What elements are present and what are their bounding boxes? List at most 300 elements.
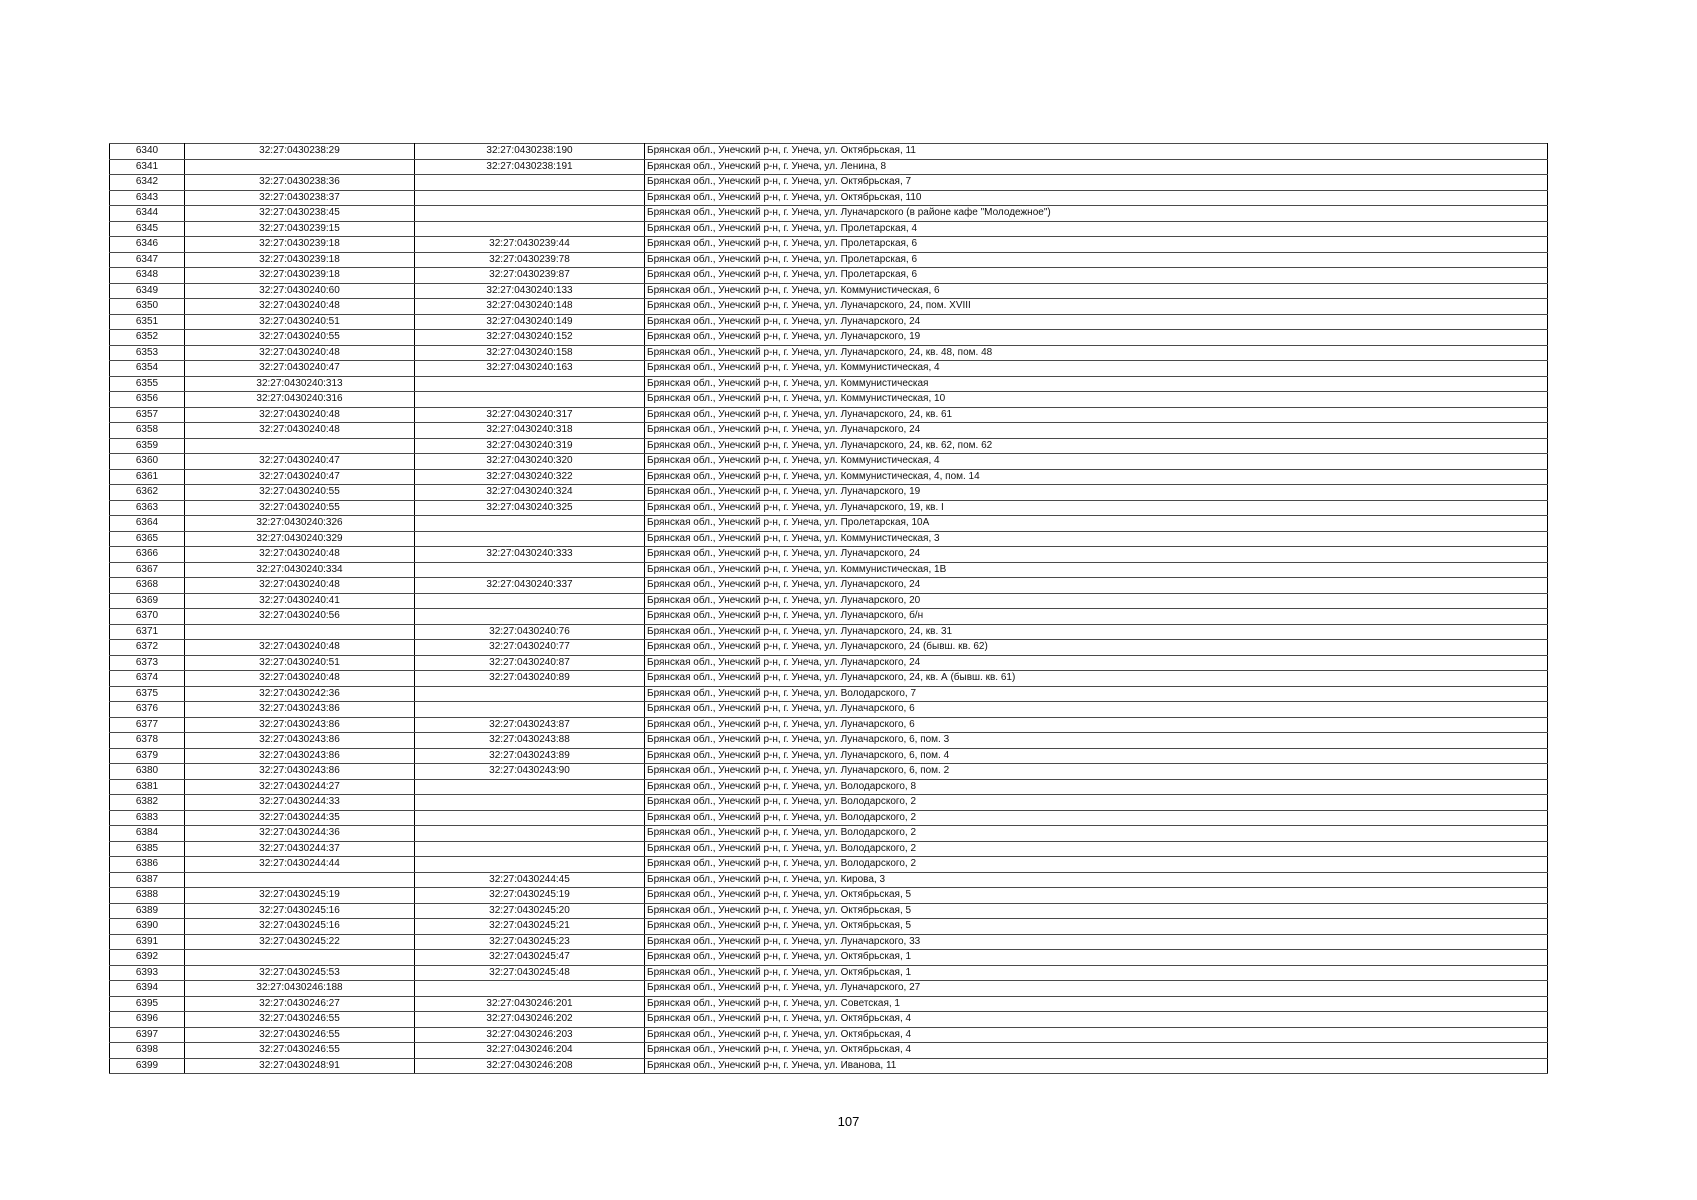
- address-cell: Брянская обл., Унечский р-н, г. Унеча, ул. Луначарского, 24: [645, 547, 1548, 563]
- address-cell: Брянская обл., Унечский р-н, г. Унеча, ул. Коммунистическая, 4: [645, 454, 1548, 470]
- object-cadastral-number-cell: 32:27:0430240:325: [415, 500, 645, 516]
- address-cell: Брянская обл., Унечский р-н, г. Унеча, ул. Луначарского, 20: [645, 593, 1548, 609]
- address-cell: Брянская обл., Унечский р-н, г. Унеча, ул. Октябрьская, 4: [645, 1043, 1548, 1059]
- table-row: [110, 826, 1548, 842]
- land-cadastral-number-cell: 32:27:0430239:15: [185, 221, 415, 237]
- address-cell: Брянская обл., Унечский р-н, г. Унеча, ул. Октябрьская, 4: [645, 1027, 1548, 1043]
- table-row: [110, 562, 1548, 578]
- object-cadastral-number-cell: 32:27:0430240:163: [415, 361, 645, 377]
- row-number-cell: 6371: [110, 624, 185, 640]
- land-cadastral-number-cell: 32:27:0430244:44: [185, 857, 415, 873]
- object-cadastral-number-cell: 32:27:0430240:317: [415, 407, 645, 423]
- table-row: [110, 888, 1548, 904]
- table-row: [110, 299, 1548, 315]
- row-number-cell: 6376: [110, 702, 185, 718]
- table-row: [110, 283, 1548, 299]
- land-cadastral-number-cell: 32:27:0430238:29: [185, 144, 415, 160]
- row-number-cell: 6366: [110, 547, 185, 563]
- land-cadastral-number-cell: 32:27:0430246:188: [185, 981, 415, 997]
- page-number: 107: [837, 1114, 860, 1129]
- object-cadastral-number-cell: [415, 175, 645, 191]
- object-cadastral-number-cell: [415, 221, 645, 237]
- land-cadastral-number-cell: 32:27:0430240:56: [185, 609, 415, 625]
- land-cadastral-number-cell: 32:27:0430240:48: [185, 578, 415, 594]
- row-number-cell: 6354: [110, 361, 185, 377]
- address-cell: Брянская обл., Унечский р-н, г. Унеча, ул. Луначарского, 24, кв. 62, пом. 62: [645, 438, 1548, 454]
- row-number-cell: 6384: [110, 826, 185, 842]
- table-row: [110, 144, 1548, 160]
- land-cadastral-number-cell: 32:27:0430244:33: [185, 795, 415, 811]
- table-row: [110, 500, 1548, 516]
- address-cell: Брянская обл., Унечский р-н, г. Унеча, ул. Луначарского, 33: [645, 934, 1548, 950]
- address-cell: Брянская обл., Унечский р-н, г. Унеча, ул. Октябрьская, 5: [645, 919, 1548, 935]
- address-cell: Брянская обл., Унечский р-н, г. Унеча, ул. Коммунистическая, 6: [645, 283, 1548, 299]
- row-number-cell: 6373: [110, 655, 185, 671]
- row-number-cell: 6353: [110, 345, 185, 361]
- table-row: [110, 717, 1548, 733]
- object-cadastral-number-cell: 32:27:0430243:87: [415, 717, 645, 733]
- row-number-cell: 6368: [110, 578, 185, 594]
- object-cadastral-number-cell: 32:27:0430245:20: [415, 903, 645, 919]
- object-cadastral-number-cell: [415, 562, 645, 578]
- address-cell: Брянская обл., Унечский р-н, г. Унеча, ул. Володарского, 2: [645, 810, 1548, 826]
- table-row: [110, 1012, 1548, 1028]
- table-row: [110, 237, 1548, 253]
- table-row: [110, 392, 1548, 408]
- land-cadastral-number-cell: 32:27:0430240:313: [185, 376, 415, 392]
- row-number-cell: 6388: [110, 888, 185, 904]
- table-row: [110, 810, 1548, 826]
- object-cadastral-number-cell: 32:27:0430240:76: [415, 624, 645, 640]
- row-number-cell: 6346: [110, 237, 185, 253]
- row-number-cell: 6381: [110, 779, 185, 795]
- row-number-cell: 6389: [110, 903, 185, 919]
- table-row: [110, 1027, 1548, 1043]
- land-cadastral-number-cell: 32:27:0430240:48: [185, 671, 415, 687]
- table-row: [110, 1058, 1548, 1074]
- table-row: [110, 593, 1548, 609]
- address-cell: Брянская обл., Унечский р-н, г. Унеча, ул. Луначарского, 24: [645, 314, 1548, 330]
- table-row: [110, 516, 1548, 532]
- row-number-cell: 6387: [110, 872, 185, 888]
- object-cadastral-number-cell: 32:27:0430240:133: [415, 283, 645, 299]
- land-cadastral-number-cell: 32:27:0430240:329: [185, 531, 415, 547]
- object-cadastral-number-cell: 32:27:0430240:148: [415, 299, 645, 315]
- address-cell: Брянская обл., Унечский р-н, г. Унеча, ул. Октябрьская, 7: [645, 175, 1548, 191]
- address-cell: Брянская обл., Унечский р-н, г. Унеча, ул. Луначарского, 24, пом. XVIII: [645, 299, 1548, 315]
- address-cell: Брянская обл., Унечский р-н, г. Унеча, ул. Кирова, 3: [645, 872, 1548, 888]
- land-cadastral-number-cell: 32:27:0430238:37: [185, 190, 415, 206]
- land-cadastral-number-cell: [185, 624, 415, 640]
- table-row: [110, 206, 1548, 222]
- row-number-cell: 6349: [110, 283, 185, 299]
- land-cadastral-number-cell: 32:27:0430240:55: [185, 500, 415, 516]
- object-cadastral-number-cell: 32:27:0430240:152: [415, 330, 645, 346]
- object-cadastral-number-cell: 32:27:0430245:21: [415, 919, 645, 935]
- address-cell: Брянская обл., Унечский р-н, г. Унеча, ул. Октябрьская, 1: [645, 965, 1548, 981]
- address-cell: Брянская обл., Унечский р-н, г. Унеча, ул. Луначарского, 19: [645, 330, 1548, 346]
- address-cell: Брянская обл., Унечский р-н, г. Унеча, ул. Коммунистическая, 4, пом. 14: [645, 469, 1548, 485]
- land-cadastral-number-cell: 32:27:0430246:55: [185, 1012, 415, 1028]
- land-cadastral-number-cell: 32:27:0430240:41: [185, 593, 415, 609]
- row-number-cell: 6369: [110, 593, 185, 609]
- row-number-cell: 6374: [110, 671, 185, 687]
- table-row: [110, 438, 1548, 454]
- object-cadastral-number-cell: 32:27:0430240:320: [415, 454, 645, 470]
- object-cadastral-number-cell: 32:27:0430238:191: [415, 159, 645, 175]
- row-number-cell: 6363: [110, 500, 185, 516]
- row-number-cell: 6393: [110, 965, 185, 981]
- row-number-cell: 6362: [110, 485, 185, 501]
- row-number-cell: 6367: [110, 562, 185, 578]
- object-cadastral-number-cell: 32:27:0430245:47: [415, 950, 645, 966]
- land-cadastral-number-cell: 32:27:0430240:55: [185, 330, 415, 346]
- land-cadastral-number-cell: 32:27:0430246:55: [185, 1027, 415, 1043]
- object-cadastral-number-cell: 32:27:0430240:318: [415, 423, 645, 439]
- object-cadastral-number-cell: 32:27:0430246:202: [415, 1012, 645, 1028]
- land-cadastral-number-cell: 32:27:0430248:91: [185, 1058, 415, 1074]
- address-cell: Брянская обл., Унечский р-н, г. Унеча, ул. Володарского, 8: [645, 779, 1548, 795]
- object-cadastral-number-cell: 32:27:0430243:88: [415, 733, 645, 749]
- address-cell: Брянская обл., Унечский р-н, г. Унеча, ул. Луначарского, 19, кв. I: [645, 500, 1548, 516]
- row-number-cell: 6380: [110, 764, 185, 780]
- land-cadastral-number-cell: [185, 159, 415, 175]
- object-cadastral-number-cell: 32:27:0430240:333: [415, 547, 645, 563]
- land-cadastral-number-cell: 32:27:0430240:48: [185, 345, 415, 361]
- table-row: [110, 733, 1548, 749]
- row-number-cell: 6375: [110, 686, 185, 702]
- address-cell: Брянская обл., Унечский р-н, г. Унеча, ул. Луначарского, 24, кв. 61: [645, 407, 1548, 423]
- row-number-cell: 6358: [110, 423, 185, 439]
- table-row: [110, 423, 1548, 439]
- object-cadastral-number-cell: [415, 826, 645, 842]
- land-cadastral-number-cell: 32:27:0430242:36: [185, 686, 415, 702]
- address-cell: Брянская обл., Унечский р-н, г. Унеча, ул. Луначарского, 24: [645, 423, 1548, 439]
- object-cadastral-number-cell: 32:27:0430240:337: [415, 578, 645, 594]
- land-cadastral-number-cell: 32:27:0430239:18: [185, 268, 415, 284]
- row-number-cell: 6383: [110, 810, 185, 826]
- object-cadastral-number-cell: 32:27:0430246:201: [415, 996, 645, 1012]
- table-row: [110, 454, 1548, 470]
- table-row: [110, 159, 1548, 175]
- object-cadastral-number-cell: [415, 981, 645, 997]
- row-number-cell: 6341: [110, 159, 185, 175]
- address-cell: Брянская обл., Унечский р-н, г. Унеча, ул. Володарского, 2: [645, 795, 1548, 811]
- address-cell: Брянская обл., Унечский р-н, г. Унеча, ул. Володарского, 2: [645, 857, 1548, 873]
- address-cell: Брянская обл., Унечский р-н, г. Унеча, ул. Луначарского, 24, кв. 48, пом. 48: [645, 345, 1548, 361]
- registry-table: [109, 143, 1548, 1074]
- object-cadastral-number-cell: [415, 857, 645, 873]
- address-cell: Брянская обл., Унечский р-н, г. Унеча, ул. Луначарского, 24, кв. 31: [645, 624, 1548, 640]
- object-cadastral-number-cell: 32:27:0430238:190: [415, 144, 645, 160]
- object-cadastral-number-cell: [415, 593, 645, 609]
- table-row: [110, 981, 1548, 997]
- object-cadastral-number-cell: 32:27:0430240:324: [415, 485, 645, 501]
- row-number-cell: 6365: [110, 531, 185, 547]
- land-cadastral-number-cell: 32:27:0430240:47: [185, 469, 415, 485]
- land-cadastral-number-cell: 32:27:0430245:16: [185, 903, 415, 919]
- address-cell: Брянская обл., Унечский р-н, г. Унеча, ул. Луначарского, 6: [645, 717, 1548, 733]
- row-number-cell: 6357: [110, 407, 185, 423]
- address-cell: Брянская обл., Унечский р-н, г. Унеча, ул. Иванова, 11: [645, 1058, 1548, 1074]
- land-cadastral-number-cell: 32:27:0430240:47: [185, 361, 415, 377]
- address-cell: Брянская обл., Унечский р-н, г. Унеча, ул. Луначарского, 19: [645, 485, 1548, 501]
- row-number-cell: 6355: [110, 376, 185, 392]
- object-cadastral-number-cell: 32:27:0430246:204: [415, 1043, 645, 1059]
- table-row: [110, 485, 1548, 501]
- land-cadastral-number-cell: 32:27:0430240:316: [185, 392, 415, 408]
- object-cadastral-number-cell: 32:27:0430240:158: [415, 345, 645, 361]
- table-row: [110, 221, 1548, 237]
- row-number-cell: 6399: [110, 1058, 185, 1074]
- address-cell: Брянская обл., Унечский р-н, г. Унеча, ул. Луначарского, 24, кв. А (бывш. кв. 61): [645, 671, 1548, 687]
- row-number-cell: 6364: [110, 516, 185, 532]
- row-number-cell: 6398: [110, 1043, 185, 1059]
- address-cell: Брянская обл., Унечский р-н, г. Унеча, ул. Луначарского, 24: [645, 655, 1548, 671]
- object-cadastral-number-cell: [415, 779, 645, 795]
- land-cadastral-number-cell: 32:27:0430238:45: [185, 206, 415, 222]
- address-cell: Брянская обл., Унечский р-н, г. Унеча, ул. Октябрьская, 110: [645, 190, 1548, 206]
- table-row: [110, 996, 1548, 1012]
- row-number-cell: 6343: [110, 190, 185, 206]
- object-cadastral-number-cell: 32:27:0430240:149: [415, 314, 645, 330]
- row-number-cell: 6361: [110, 469, 185, 485]
- land-cadastral-number-cell: 32:27:0430240:51: [185, 314, 415, 330]
- land-cadastral-number-cell: 32:27:0430240:51: [185, 655, 415, 671]
- address-cell: Брянская обл., Унечский р-н, г. Унеча, ул. Луначарского, 24: [645, 578, 1548, 594]
- table-row: [110, 779, 1548, 795]
- object-cadastral-number-cell: [415, 206, 645, 222]
- table-row: [110, 965, 1548, 981]
- row-number-cell: 6394: [110, 981, 185, 997]
- row-number-cell: 6340: [110, 144, 185, 160]
- land-cadastral-number-cell: 32:27:0430240:60: [185, 283, 415, 299]
- address-cell: Брянская обл., Унечский р-н, г. Унеча, ул. Володарского, 2: [645, 826, 1548, 842]
- row-number-cell: 6377: [110, 717, 185, 733]
- object-cadastral-number-cell: [415, 795, 645, 811]
- land-cadastral-number-cell: 32:27:0430240:48: [185, 547, 415, 563]
- table-row: [110, 376, 1548, 392]
- address-cell: Брянская обл., Унечский р-н, г. Унеча, ул. Володарского, 7: [645, 686, 1548, 702]
- row-number-cell: 6386: [110, 857, 185, 873]
- object-cadastral-number-cell: 32:27:0430245:19: [415, 888, 645, 904]
- row-number-cell: 6360: [110, 454, 185, 470]
- land-cadastral-number-cell: 32:27:0430240:48: [185, 299, 415, 315]
- table-row: [110, 547, 1548, 563]
- row-number-cell: 6390: [110, 919, 185, 935]
- row-number-cell: 6379: [110, 748, 185, 764]
- object-cadastral-number-cell: [415, 810, 645, 826]
- land-cadastral-number-cell: [185, 950, 415, 966]
- land-cadastral-number-cell: 32:27:0430244:27: [185, 779, 415, 795]
- table-row: [110, 190, 1548, 206]
- object-cadastral-number-cell: [415, 686, 645, 702]
- table-row: [110, 361, 1548, 377]
- address-cell: Брянская обл., Унечский р-н, г. Унеча, ул. Пролетарская, 4: [645, 221, 1548, 237]
- table-row: [110, 872, 1548, 888]
- land-cadastral-number-cell: 32:27:0430245:22: [185, 934, 415, 950]
- row-number-cell: 6344: [110, 206, 185, 222]
- table-row: [110, 314, 1548, 330]
- object-cadastral-number-cell: 32:27:0430240:89: [415, 671, 645, 687]
- land-cadastral-number-cell: 32:27:0430244:37: [185, 841, 415, 857]
- object-cadastral-number-cell: 32:27:0430246:203: [415, 1027, 645, 1043]
- object-cadastral-number-cell: [415, 516, 645, 532]
- object-cadastral-number-cell: 32:27:0430245:48: [415, 965, 645, 981]
- object-cadastral-number-cell: [415, 531, 645, 547]
- address-cell: Брянская обл., Унечский р-н, г. Унеча, ул. Ленина, 8: [645, 159, 1548, 175]
- land-cadastral-number-cell: 32:27:0430245:16: [185, 919, 415, 935]
- land-cadastral-number-cell: 32:27:0430240:48: [185, 640, 415, 656]
- land-cadastral-number-cell: 32:27:0430243:86: [185, 764, 415, 780]
- address-cell: Брянская обл., Унечский р-н, г. Унеча, ул. Луначарского (в районе кафе "Молодежное"): [645, 206, 1548, 222]
- table-row: [110, 748, 1548, 764]
- table-row: [110, 640, 1548, 656]
- object-cadastral-number-cell: 32:27:0430245:23: [415, 934, 645, 950]
- address-cell: Брянская обл., Унечский р-н, г. Унеча, ул. Пролетарская, 10А: [645, 516, 1548, 532]
- address-cell: Брянская обл., Унечский р-н, г. Унеча, ул. Пролетарская, 6: [645, 237, 1548, 253]
- row-number-cell: 6350: [110, 299, 185, 315]
- table-row: [110, 531, 1548, 547]
- row-number-cell: 6356: [110, 392, 185, 408]
- address-cell: Брянская обл., Унечский р-н, г. Унеча, ул. Октябрьская, 4: [645, 1012, 1548, 1028]
- land-cadastral-number-cell: 32:27:0430244:35: [185, 810, 415, 826]
- land-cadastral-number-cell: 32:27:0430245:19: [185, 888, 415, 904]
- land-cadastral-number-cell: 32:27:0430239:18: [185, 237, 415, 253]
- row-number-cell: 6342: [110, 175, 185, 191]
- object-cadastral-number-cell: [415, 702, 645, 718]
- land-cadastral-number-cell: 32:27:0430243:86: [185, 733, 415, 749]
- table-row: [110, 671, 1548, 687]
- row-number-cell: 6395: [110, 996, 185, 1012]
- table-row: [110, 841, 1548, 857]
- address-cell: Брянская обл., Унечский р-н, г. Унеча, ул. Коммунистическая, 1В: [645, 562, 1548, 578]
- object-cadastral-number-cell: 32:27:0430243:90: [415, 764, 645, 780]
- land-cadastral-number-cell: 32:27:0430243:86: [185, 702, 415, 718]
- address-cell: Брянская обл., Унечский р-н, г. Унеча, ул. Октябрьская, 1: [645, 950, 1548, 966]
- land-cadastral-number-cell: 32:27:0430246:55: [185, 1043, 415, 1059]
- table-row: [110, 578, 1548, 594]
- table-row: [110, 686, 1548, 702]
- table-row: [110, 655, 1548, 671]
- object-cadastral-number-cell: 32:27:0430243:89: [415, 748, 645, 764]
- table-row: [110, 609, 1548, 625]
- table-row: [110, 407, 1548, 423]
- address-cell: Брянская обл., Унечский р-н, г. Унеча, ул. Коммунистическая, 10: [645, 392, 1548, 408]
- table-row: [110, 175, 1548, 191]
- object-cadastral-number-cell: 32:27:0430239:78: [415, 252, 645, 268]
- object-cadastral-number-cell: [415, 376, 645, 392]
- registry-table-body: [110, 144, 1548, 1074]
- table-row: [110, 469, 1548, 485]
- table-row: [110, 268, 1548, 284]
- row-number-cell: 6372: [110, 640, 185, 656]
- table-row: [110, 252, 1548, 268]
- object-cadastral-number-cell: 32:27:0430244:45: [415, 872, 645, 888]
- object-cadastral-number-cell: [415, 392, 645, 408]
- object-cadastral-number-cell: [415, 609, 645, 625]
- address-cell: Брянская обл., Унечский р-н, г. Унеча, ул. Луначарского, 6, пом. 3: [645, 733, 1548, 749]
- table-row: [110, 795, 1548, 811]
- land-cadastral-number-cell: 32:27:0430238:36: [185, 175, 415, 191]
- row-number-cell: 6348: [110, 268, 185, 284]
- table-row: [110, 330, 1548, 346]
- table-row: [110, 857, 1548, 873]
- address-cell: Брянская обл., Унечский р-н, г. Унеча, ул. Пролетарская, 6: [645, 252, 1548, 268]
- object-cadastral-number-cell: [415, 841, 645, 857]
- row-number-cell: 6359: [110, 438, 185, 454]
- address-cell: Брянская обл., Унечский р-н, г. Унеча, ул. Коммунистическая: [645, 376, 1548, 392]
- address-cell: Брянская обл., Унечский р-н, г. Унеча, ул. Луначарского, 24 (бывш. кв. 62): [645, 640, 1548, 656]
- land-cadastral-number-cell: 32:27:0430240:48: [185, 423, 415, 439]
- row-number-cell: 6396: [110, 1012, 185, 1028]
- address-cell: Брянская обл., Унечский р-н, г. Унеча, ул. Советская, 1: [645, 996, 1548, 1012]
- address-cell: Брянская обл., Унечский р-н, г. Унеча, ул. Октябрьская, 5: [645, 903, 1548, 919]
- address-cell: Брянская обл., Унечский р-н, г. Унеча, ул. Октябрьская, 5: [645, 888, 1548, 904]
- object-cadastral-number-cell: 32:27:0430246:208: [415, 1058, 645, 1074]
- land-cadastral-number-cell: [185, 438, 415, 454]
- table-row: [110, 764, 1548, 780]
- address-cell: Брянская обл., Унечский р-н, г. Унеча, ул. Коммунистическая, 3: [645, 531, 1548, 547]
- row-number-cell: 6347: [110, 252, 185, 268]
- row-number-cell: 6382: [110, 795, 185, 811]
- address-cell: Брянская обл., Унечский р-н, г. Унеча, ул. Пролетарская, 6: [645, 268, 1548, 284]
- object-cadastral-number-cell: 32:27:0430240:322: [415, 469, 645, 485]
- land-cadastral-number-cell: [185, 872, 415, 888]
- row-number-cell: 6351: [110, 314, 185, 330]
- land-cadastral-number-cell: 32:27:0430246:27: [185, 996, 415, 1012]
- table-row: [110, 903, 1548, 919]
- land-cadastral-number-cell: 32:27:0430240:334: [185, 562, 415, 578]
- land-cadastral-number-cell: 32:27:0430240:48: [185, 407, 415, 423]
- row-number-cell: 6345: [110, 221, 185, 237]
- table-row: [110, 702, 1548, 718]
- row-number-cell: 6370: [110, 609, 185, 625]
- table-row: [110, 950, 1548, 966]
- land-cadastral-number-cell: 32:27:0430243:86: [185, 717, 415, 733]
- land-cadastral-number-cell: 32:27:0430240:47: [185, 454, 415, 470]
- address-cell: Брянская обл., Унечский р-н, г. Унеча, ул. Луначарского, б/н: [645, 609, 1548, 625]
- address-cell: Брянская обл., Унечский р-н, г. Унеча, ул. Луначарского, 6, пом. 2: [645, 764, 1548, 780]
- table-row: [110, 1043, 1548, 1059]
- row-number-cell: 6391: [110, 934, 185, 950]
- row-number-cell: 6378: [110, 733, 185, 749]
- object-cadastral-number-cell: 32:27:0430240:87: [415, 655, 645, 671]
- land-cadastral-number-cell: 32:27:0430245:53: [185, 965, 415, 981]
- address-cell: Брянская обл., Унечский р-н, г. Унеча, ул. Коммунистическая, 4: [645, 361, 1548, 377]
- address-cell: Брянская обл., Унечский р-н, г. Унеча, ул. Луначарского, 6: [645, 702, 1548, 718]
- row-number-cell: 6352: [110, 330, 185, 346]
- object-cadastral-number-cell: 32:27:0430239:87: [415, 268, 645, 284]
- address-cell: Брянская обл., Унечский р-н, г. Унеча, ул. Луначарского, 6, пом. 4: [645, 748, 1548, 764]
- row-number-cell: 6392: [110, 950, 185, 966]
- address-cell: Брянская обл., Унечский р-н, г. Унеча, ул. Октябрьская, 11: [645, 144, 1548, 160]
- land-cadastral-number-cell: 32:27:0430244:36: [185, 826, 415, 842]
- row-number-cell: 6397: [110, 1027, 185, 1043]
- address-cell: Брянская обл., Унечский р-н, г. Унеча, ул. Луначарского, 27: [645, 981, 1548, 997]
- land-cadastral-number-cell: 32:27:0430243:86: [185, 748, 415, 764]
- object-cadastral-number-cell: 32:27:0430239:44: [415, 237, 645, 253]
- land-cadastral-number-cell: 32:27:0430240:55: [185, 485, 415, 501]
- land-cadastral-number-cell: 32:27:0430239:18: [185, 252, 415, 268]
- table-row: [110, 934, 1548, 950]
- table-row: [110, 919, 1548, 935]
- address-cell: Брянская обл., Унечский р-н, г. Унеча, ул. Володарского, 2: [645, 841, 1548, 857]
- row-number-cell: 6385: [110, 841, 185, 857]
- object-cadastral-number-cell: [415, 190, 645, 206]
- table-row: [110, 624, 1548, 640]
- table-row: [110, 345, 1548, 361]
